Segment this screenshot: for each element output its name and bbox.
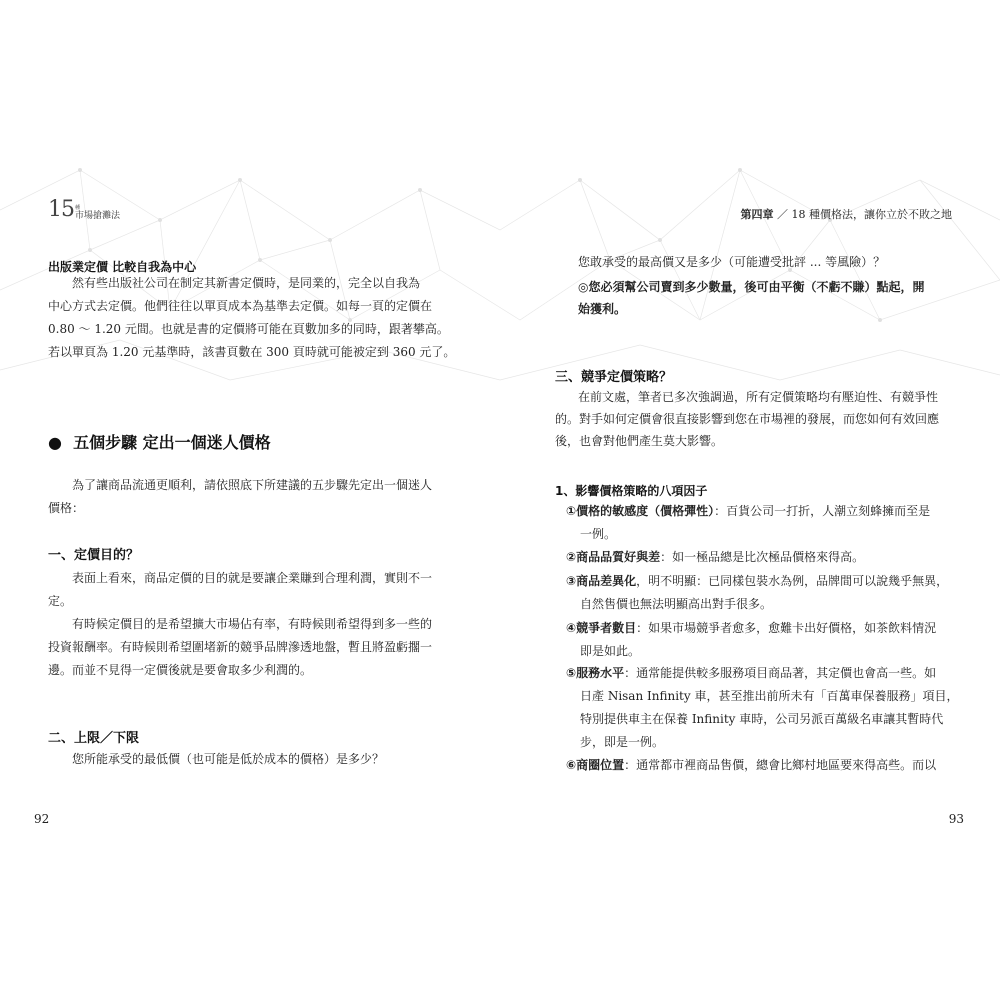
factor-item: ③商品差異化，明不明顯：已同樣包裝水為例，品牌間可以說幾乎無異， <box>566 574 949 588</box>
book-logo <box>48 199 120 221</box>
factor-item-continued: 特別提供車主在保養 Infinity 車時，公司另派百萬級名車讓其暫時代 <box>580 712 944 726</box>
section-heading <box>48 430 271 453</box>
intro-line: 價格： <box>48 501 85 515</box>
logo-superscript: 種 <box>75 205 81 211</box>
factor-item: ⑤服務水平：通常能提供較多服務項目商品著，其定價也會高一些。如 <box>566 666 937 680</box>
page-number-right: 93 <box>948 812 964 826</box>
section-3-line: 在前文處，筆者已多次強調過，所有定價策略均有壓迫性、有競爭性 <box>578 390 939 404</box>
upper-limit-line: 您敢承受的最高價又是多少（可能遭受批評 ... 等風險）？ <box>578 255 886 269</box>
publishing-line: 然有些出版社公司在制定其新書定價時，是同業的，完全以自我為 <box>72 276 421 290</box>
section-1-line: 投資報酬率。有時候則希望圍堵新的競爭品牌滲透地盤，暫且將盈虧擱一 <box>48 640 433 654</box>
intro-line: 為了讓商品流通更順利，請依照底下所建議的五步驟先定出一個迷人 <box>72 478 433 492</box>
factor-item: ①價格的敏感度（價格彈性）：百貨公司一打折，人潮立刻蜂擁而至是 <box>566 504 931 518</box>
bullet-icon: ● <box>48 433 62 452</box>
logo-title: 市場搶灘法 <box>75 211 121 221</box>
section-1-title: 一、定價目的？ <box>48 548 140 563</box>
breakeven-line: ◎您必須幫公司賣到多少數量，後可由平衡（不虧不賺）點起，開 <box>578 280 925 294</box>
factor-item-continued: 即是如此。 <box>580 644 641 658</box>
page-number-left: 92 <box>34 812 50 826</box>
section-3-line: 的。對手如何定價會很直接影響到您在市場裡的發展，而您如何有效回應 <box>555 412 940 426</box>
publishing-line: 0.80 ～ 1.20 元間。也就是書的定價將可能在頁數加多的同時，跟著攀高。 <box>48 322 449 336</box>
publishing-line: 若以單頁為 1.20 元基準時，該書頁數在 300 頁時就可能被定到 360 元了。 <box>48 345 456 359</box>
publishing-heading: 出版業定價 比較自我為中心 <box>48 260 197 274</box>
section-heading-text: 五個步驟 定出一個迷人價格 <box>73 433 271 452</box>
section-1-line: 表面上看來，商品定價的目的就是要讓企業賺到合理利潤，實則不一 <box>72 571 433 585</box>
publishing-line: 中心方式去定價。他們往往以單頁成本為基準去定價。如每一頁的定價在 <box>48 299 433 313</box>
chapter-title: ／ 18 種價格法，讓你立於不敗之地 <box>777 208 952 221</box>
factors-title: 1、影響價格策略的八項因子 <box>555 484 708 498</box>
factor-item: ⑥商圈位置：通常都市裡商品售價，總會比鄉村地區要來得高些。而以 <box>566 758 937 772</box>
running-header <box>741 206 953 222</box>
factor-item-continued: 日產 Nisan Infinity 車，甚至推出前所未有「百萬車保養服務」項目， <box>580 689 959 703</box>
section-3-line: 後，也會對他們產生莫大影響。 <box>555 434 724 448</box>
section-2-line: 您所能承受的最低價（也可能是低於成本的價格）是多少？ <box>72 752 385 766</box>
breakeven-line: 始獲利。 <box>578 302 627 316</box>
section-1-line: 定。 <box>48 594 73 608</box>
factor-item: ②商品品質好與差：如一極品總是比次極品價格來得高。 <box>566 550 865 564</box>
factor-item: ④競爭者數目：如果市場競爭者愈多，愈難卡出好價格，如茶飲料情況 <box>566 621 937 635</box>
logo-text-block <box>75 206 120 221</box>
factor-item-continued: 自然售價也無法明顯高出對手很多。 <box>580 597 773 611</box>
logo-number: 15 <box>48 197 74 222</box>
section-2-title: 二、上限／下限 <box>48 731 140 746</box>
chapter-label: 第四章 <box>740 208 774 221</box>
section-1-line: 有時候定價目的是希望擴大市場佔有率，有時候則希望得到多一些的 <box>72 617 433 631</box>
right-page <box>500 0 1000 1000</box>
factor-item-continued: 一例。 <box>580 527 617 541</box>
section-1-line: 邊。而並不見得一定價後就是要會取多少利潤的。 <box>48 663 313 677</box>
section-3-title: 三、競爭定價策略？ <box>555 370 673 385</box>
factor-item-continued: 步，即是一例。 <box>580 735 665 749</box>
